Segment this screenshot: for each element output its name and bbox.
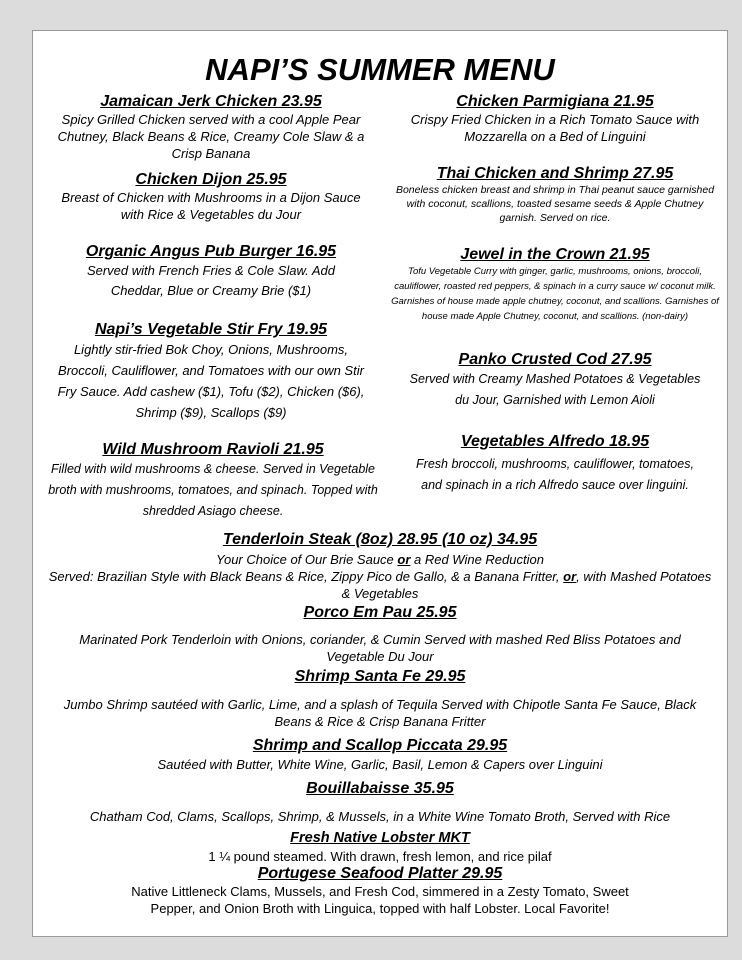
item-description: Lightly stir-fried Bok Choy, Onions, Mushrooms, Broccoli, Cauliflower, and Tomatoes with our own Stir Fry Sauce. Add cashew ($1), Tofu ($2), Chicken ($6), Shrimp ($9), Scallops ($9) <box>57 342 365 420</box>
item-title-seafood-platter: Portugese Seafood Platter 29.95 <box>257 865 503 882</box>
item-thai-chicken-shrimp <box>387 165 723 225</box>
item-description: Boneless chicken breast and shrimp in Thai peanut sauce garnished with coconut, scallions, toasted sesame seeds & Apple Chutney garnish. Served on rice. <box>395 184 715 224</box>
item-description-piccata: Sautéed with Butter, White Wine, Garlic, Basil, Lemon & Capers over Linguini <box>157 757 603 772</box>
item-title-piccata: Shrimp and Scallop Piccata 29.95 <box>252 737 508 754</box>
item-description: Served with French Fries & Cole Slaw. Add Cheddar, Blue or Creamy Brie ($1) <box>86 263 336 298</box>
item-title: Chicken Parmigiana 21.95 <box>456 93 654 110</box>
item-title: Organic Angus Pub Burger 16.95 <box>85 243 337 260</box>
item-chicken-parmigiana <box>387 93 723 145</box>
item-description: Breast of Chicken with Mushrooms in a Dijon Sauce with Rice & Vegetables du Jour <box>61 190 361 222</box>
item-title: Jamaican Jerk Chicken 23.95 <box>100 93 322 110</box>
item-title: Panko Crusted Cod 27.95 <box>458 351 652 368</box>
item-description-bouillabaisse: Chatham Cod, Clams, Scallops, Shrimp, & Mussels, in a White Wine Tomato Broth, Served with Rice <box>89 809 671 824</box>
item-title-porco: Porco Em Pau 25.95 <box>303 604 457 621</box>
item-stir-fry <box>39 321 383 423</box>
item-description-lobster: 1 ¼ pound steamed. With drawn, fresh lemon, and rice pilaf <box>208 849 552 864</box>
steak-or-1: or <box>397 552 411 567</box>
item-title-bouillabaisse: Bouillabaisse 35.95 <box>306 780 454 797</box>
steak-or-2: or <box>563 569 577 584</box>
item-description: Tofu Vegetable Curry with ginger, garlic, mushrooms, onions, broccoli, cauliflower, roasted red peppers, & spinach in a curry sauce w/ coconut milk. Garnishes of house made apple chutney, coconut, and scallions. Garnishes of house made Apple Chutney, coconut, and scallions. (non-dairy) <box>391 266 719 322</box>
item-jewel-crown <box>387 246 723 324</box>
item-title: Thai Chicken and Shrimp 27.95 <box>436 165 674 182</box>
item-title: Chicken Dijon 25.95 <box>135 171 287 188</box>
item-description-seafood-platter: Native Littleneck Clams, Mussels, and Fresh Cod, simmered in a Zesty Tomato, Sweet Pepper, and Onion Broth with Linguica, topped with half Lobster. Local Favorite! <box>131 884 629 916</box>
steak-served-text: Served: Brazilian Style with Black Beans & Rice, Zippy Pico de Gallo, & a Banana Fritter, <box>48 569 564 584</box>
item-title: Wild Mushroom Ravioli 21.95 <box>102 441 324 458</box>
item-title: Vegetables Alfredo 18.95 <box>460 433 650 450</box>
item-description-porco: Marinated Pork Tenderloin with Onions, coriander, & Cumin Served with mashed Red Bliss Potatoes and Vegetable Du Jour <box>79 632 681 664</box>
menu-title: NAPI’S SUMMER MENU <box>205 52 555 87</box>
steak-sauce-text: Your Choice of Our Brie Sauce <box>216 552 398 567</box>
item-title-tenderloin: Tenderloin Steak (8oz) 28.95 (10 oz) 34.95 <box>222 531 538 548</box>
item-title: Jewel in the Crown 21.95 <box>460 246 650 263</box>
item-title: Napi’s Vegetable Stir Fry 19.95 <box>94 321 328 338</box>
steak-served-line <box>33 568 727 602</box>
item-title-shrimp-santa-fe: Shrimp Santa Fe 29.95 <box>294 668 466 685</box>
item-panko-cod <box>387 351 723 411</box>
item-vegetables-alfredo <box>387 433 723 496</box>
item-description: Served with Creamy Mashed Potatoes & Vegetables du Jour, Garnished with Lemon Aioli <box>409 372 701 407</box>
item-description: Spicy Grilled Chicken served with a cool Apple Pear Chutney, Black Beans & Rice, Creamy Cole Slaw & a Crisp Banana <box>57 112 365 161</box>
menu-page <box>32 30 728 937</box>
steak-served-text-2: , with Mashed Potatoes & Vegetables <box>341 569 712 601</box>
item-description: Filled with wild mushrooms & cheese. Served in Vegetable broth with mushrooms, tomatoes, and spinach. Topped with shredded Asiago cheese. <box>48 462 378 518</box>
item-description: Fresh broccoli, mushrooms, cauliflower, tomatoes, and spinach in a rich Alfredo sauce over linguini. <box>416 457 694 492</box>
steak-sauce-line <box>33 551 727 568</box>
item-pub-burger <box>39 243 383 301</box>
item-mushroom-ravioli <box>37 441 389 522</box>
item-description: Crispy Fried Chicken in a Rich Tomato Sauce with Mozzarella on a Bed of Linguini <box>410 112 700 144</box>
item-jerk-chicken <box>39 93 383 162</box>
item-title-lobster: Fresh Native Lobster MKT <box>290 830 470 846</box>
item-description-shrimp-santa-fe: Jumbo Shrimp sautéed with Garlic, Lime, and a splash of Tequila Served with Chipotle Santa Fe Sauce, Black Beans & Rice & Crisp Banana Fritter <box>63 697 697 729</box>
item-chicken-dijon <box>39 171 383 223</box>
steak-sauce-text-2: a Red Wine Reduction <box>410 552 544 567</box>
